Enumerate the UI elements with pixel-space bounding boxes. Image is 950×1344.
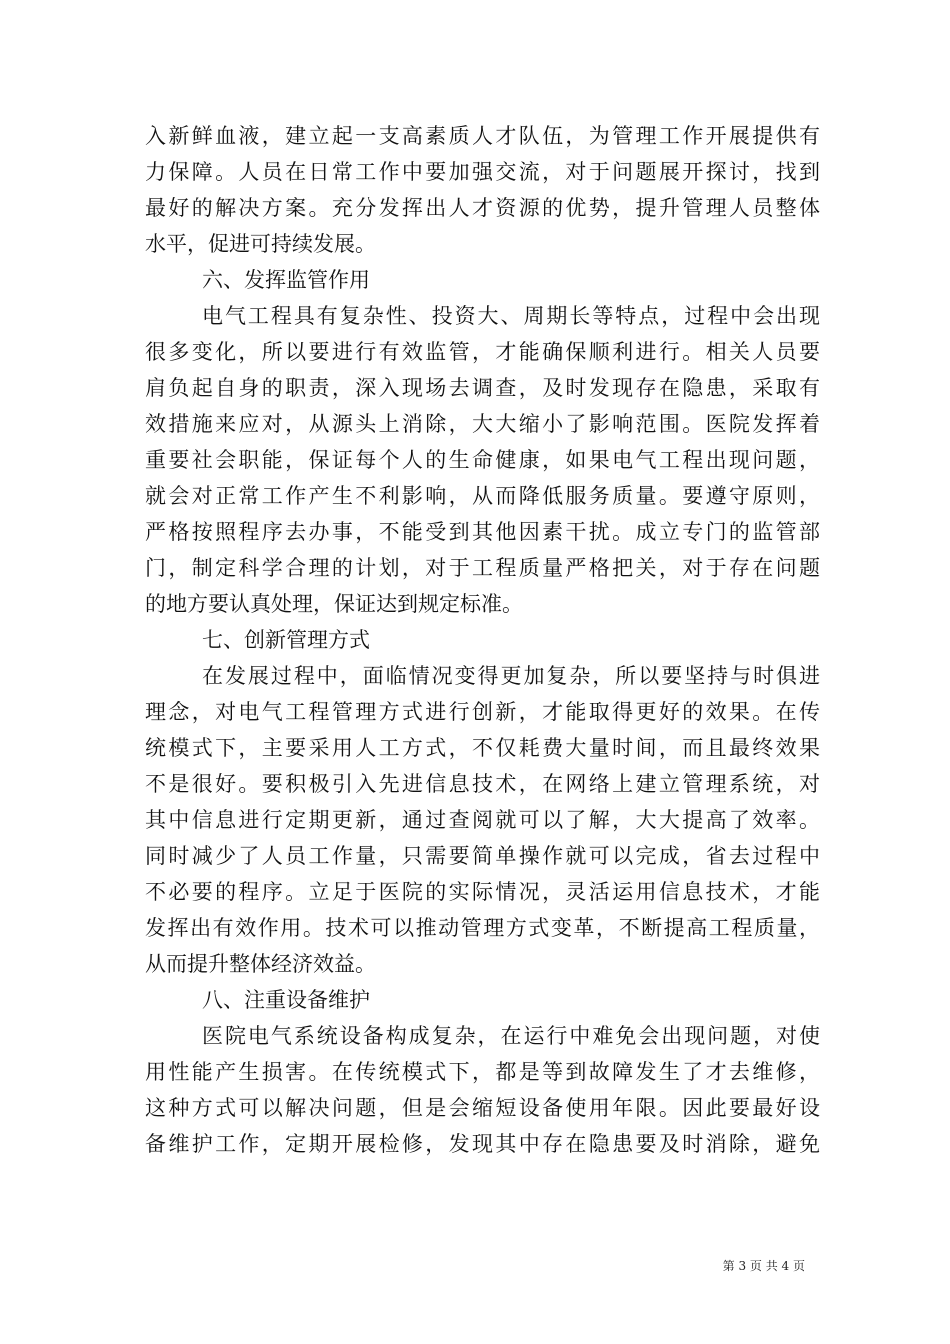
text-line: 最好的解决方案。充分发挥出人才资源的优势，提升管理人员整体: [145, 196, 820, 220]
text-line: 很多变化，所以要进行有效监管，才能确保顺利进行。相关人员要: [145, 340, 820, 364]
text-line: 水平，促进可持续发展。: [145, 232, 376, 256]
document-body: [145, 118, 820, 1162]
text-line: 不是很好。要积极引入先进信息技术，在网络上建立管理系统，对: [145, 772, 820, 796]
text-line: 严格按照程序去办事，不能受到其他因素干扰。成立专门的监管部: [145, 520, 820, 544]
text-line: 统模式下，主要采用人工方式，不仅耗费大量时间，而且最终效果: [145, 736, 820, 760]
text-line: 肩负起自身的职责，深入现场去调查，及时发现存在隐患，采取有: [145, 376, 820, 400]
text-line: 这种方式可以解决问题，但是会缩短设备使用年限。因此要最好设: [145, 1096, 820, 1120]
text-line: 备维护工作，定期开展检修，发现其中存在隐患要及时消除，避免: [145, 1132, 820, 1156]
text-line: 重要社会职能，保证每个人的生命健康，如果电气工程出现问题，: [145, 448, 820, 472]
text-line: 理念，对电气工程管理方式进行创新，才能取得更好的效果。在传: [145, 700, 820, 724]
text-line: 用性能产生损害。在传统模式下，都是等到故障发生了才去维修，: [145, 1060, 820, 1084]
text-line: 医院电气系统设备构成复杂，在运行中难免会出现问题，对使: [202, 1024, 820, 1048]
page-number: 第 3 页 共 4 页: [722, 1259, 805, 1273]
text-line: 电气工程具有复杂性、投资大、周期长等特点，过程中会出现: [202, 304, 820, 328]
text-line: 就会对正常工作产生不利影响，从而降低服务质量。要遵守原则，: [145, 484, 820, 508]
text-line: 在发展过程中，面临情况变得更加复杂，所以要坚持与时俱进: [202, 664, 820, 688]
text-line: 门，制定科学合理的计划，对于工程质量严格把关，对于存在问题: [145, 556, 820, 580]
section-heading-6: 六、发挥监管作用: [202, 268, 370, 292]
text-line: 入新鲜血液，建立起一支高素质人才队伍，为管理工作开展提供有: [145, 124, 820, 148]
text-line: 的地方要认真处理，保证达到规定标准。: [145, 592, 523, 616]
text-line: 效措施来应对，从源头上消除，大大缩小了影响范围。医院发挥着: [145, 412, 820, 436]
text-line: 同时减少了人员工作量，只需要简单操作就可以完成，省去过程中: [145, 844, 820, 868]
text-line: 其中信息进行定期更新，通过查阅就可以了解，大大提高了效率。: [145, 808, 820, 832]
section-heading-7: 七、创新管理方式: [202, 628, 370, 652]
page-footer: [0, 1256, 950, 1276]
text-line: 发挥出有效作用。技术可以推动管理方式变革，不断提高工程质量，: [145, 916, 820, 940]
text-line: 力保障。人员在日常工作中要加强交流，对于问题展开探讨，找到: [145, 160, 820, 184]
text-line: 不必要的程序。立足于医院的实际情况，灵活运用信息技术，才能: [145, 880, 820, 904]
section-heading-8: 八、注重设备维护: [202, 988, 370, 1012]
text-line: 从而提升整体经济效益。: [145, 952, 376, 976]
